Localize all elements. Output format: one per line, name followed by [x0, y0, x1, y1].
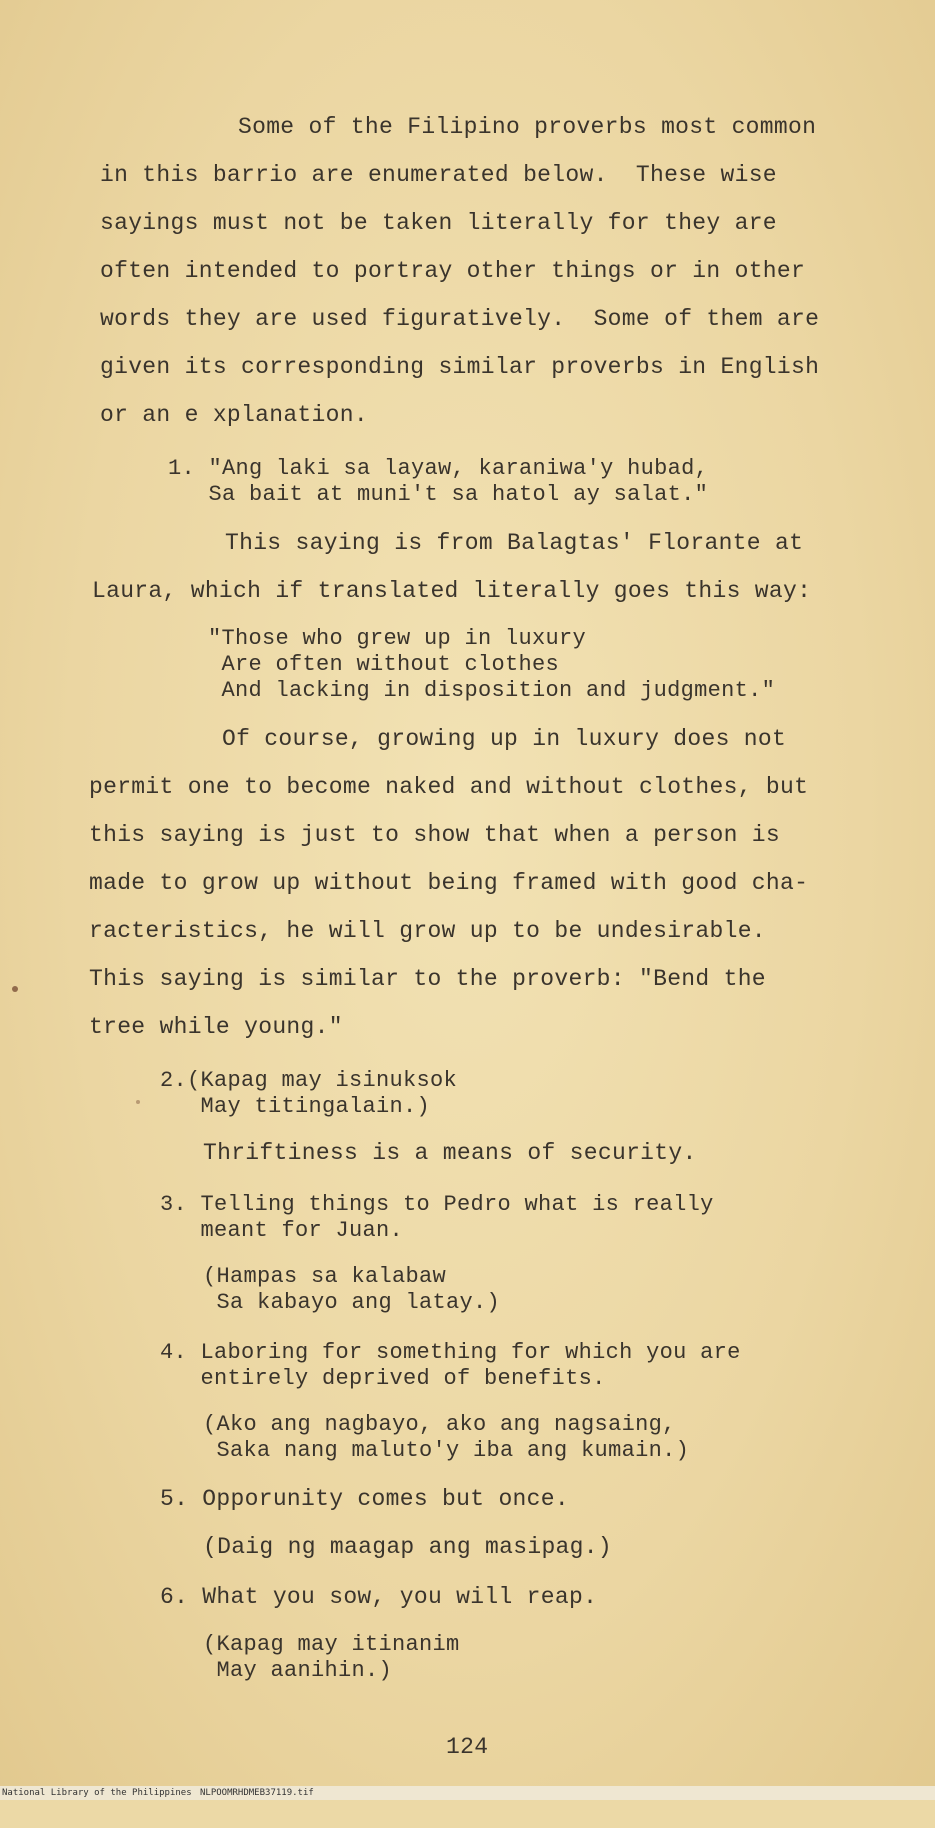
- intro-line: often intended to portray other things or in other: [100, 258, 806, 284]
- item4-proverb-line: Saka nang maluto'y iba ang kumain.): [203, 1438, 690, 1463]
- paper-speck: [12, 986, 18, 992]
- intro-line: given its corresponding similar proverbs in English: [100, 354, 820, 380]
- item1-proverb-line: 1. "Ang laki sa layaw, karaniwa'y hubad,: [168, 456, 709, 481]
- intro-line: Some of the Filipino proverbs most common: [238, 114, 817, 140]
- translation-line: And lacking in disposition and judgment.": [208, 678, 776, 703]
- item2-proverb-line: May titingalain.): [160, 1094, 431, 1119]
- item3-proverb-line: (Hampas sa kalabaw: [203, 1264, 447, 1289]
- item5-proverb: (Daig ng maagap ang masipag.): [203, 1534, 612, 1560]
- item6-proverb-line: May aanihin.): [203, 1658, 393, 1683]
- item1-text-line: racteristics, he will grow up to be undesirable.: [89, 918, 766, 944]
- item3-text-line: 3. Telling things to Pedro what is really: [160, 1192, 714, 1217]
- item3-proverb-line: Sa kabayo ang latay.): [203, 1290, 501, 1315]
- item2-proverb-line: 2.(Kapag may isinuksok: [160, 1068, 458, 1093]
- item1-text-line: Of course, growing up in luxury does not: [222, 726, 787, 752]
- item6-proverb-line: (Kapag may itinanim: [203, 1632, 460, 1657]
- item1-proverb-line: Sa bait at muni't sa hatol ay salat.": [168, 482, 709, 507]
- footer-library: National Library of the Philippines: [2, 1788, 192, 1798]
- item6-text: 6. What you sow, you will reap.: [160, 1584, 598, 1610]
- translation-line: "Those who grew up in luxury: [208, 626, 587, 651]
- footer-file: NLPOOMRHDMEB37119.tif: [200, 1788, 314, 1798]
- item1-text-line: made to grow up without being framed with good cha-: [89, 870, 809, 896]
- paper-speck: [136, 1100, 140, 1104]
- page-number: 124: [446, 1734, 489, 1760]
- item1-text-line: this saying is just to show that when a person is: [89, 822, 781, 848]
- item1-text-line: This saying is from Balagtas' Florante at: [225, 530, 804, 556]
- intro-line: sayings must not be taken literally for they are: [100, 210, 777, 236]
- item5-text: 5. Opporunity comes but once.: [160, 1486, 569, 1512]
- item4-text-line: 4. Laboring for something for which you are: [160, 1340, 741, 1365]
- item3-text-line: meant for Juan.: [160, 1218, 404, 1243]
- intro-line: or an e xplanation.: [100, 402, 368, 428]
- item4-text-line: entirely deprived of benefits.: [160, 1366, 606, 1391]
- item1-text-line: Laura, which if translated literally goes this way:: [92, 578, 812, 604]
- translation-line: Are often without clothes: [208, 652, 560, 677]
- item1-text-line: permit one to become naked and without clothes, but: [89, 774, 809, 800]
- item1-text-line: This saying is similar to the proverb: "Bend the: [89, 966, 766, 992]
- item2-meaning: Thriftiness is a means of security.: [203, 1140, 697, 1166]
- item4-proverb-line: (Ako ang nagbayo, ako ang nagsaing,: [203, 1412, 676, 1437]
- scan-footer: [0, 1786, 935, 1800]
- item1-text-line: tree while young.": [89, 1014, 343, 1040]
- intro-line: words they are used figuratively. Some of them are: [100, 306, 820, 332]
- intro-line: in this barrio are enumerated below. These wise: [100, 162, 777, 188]
